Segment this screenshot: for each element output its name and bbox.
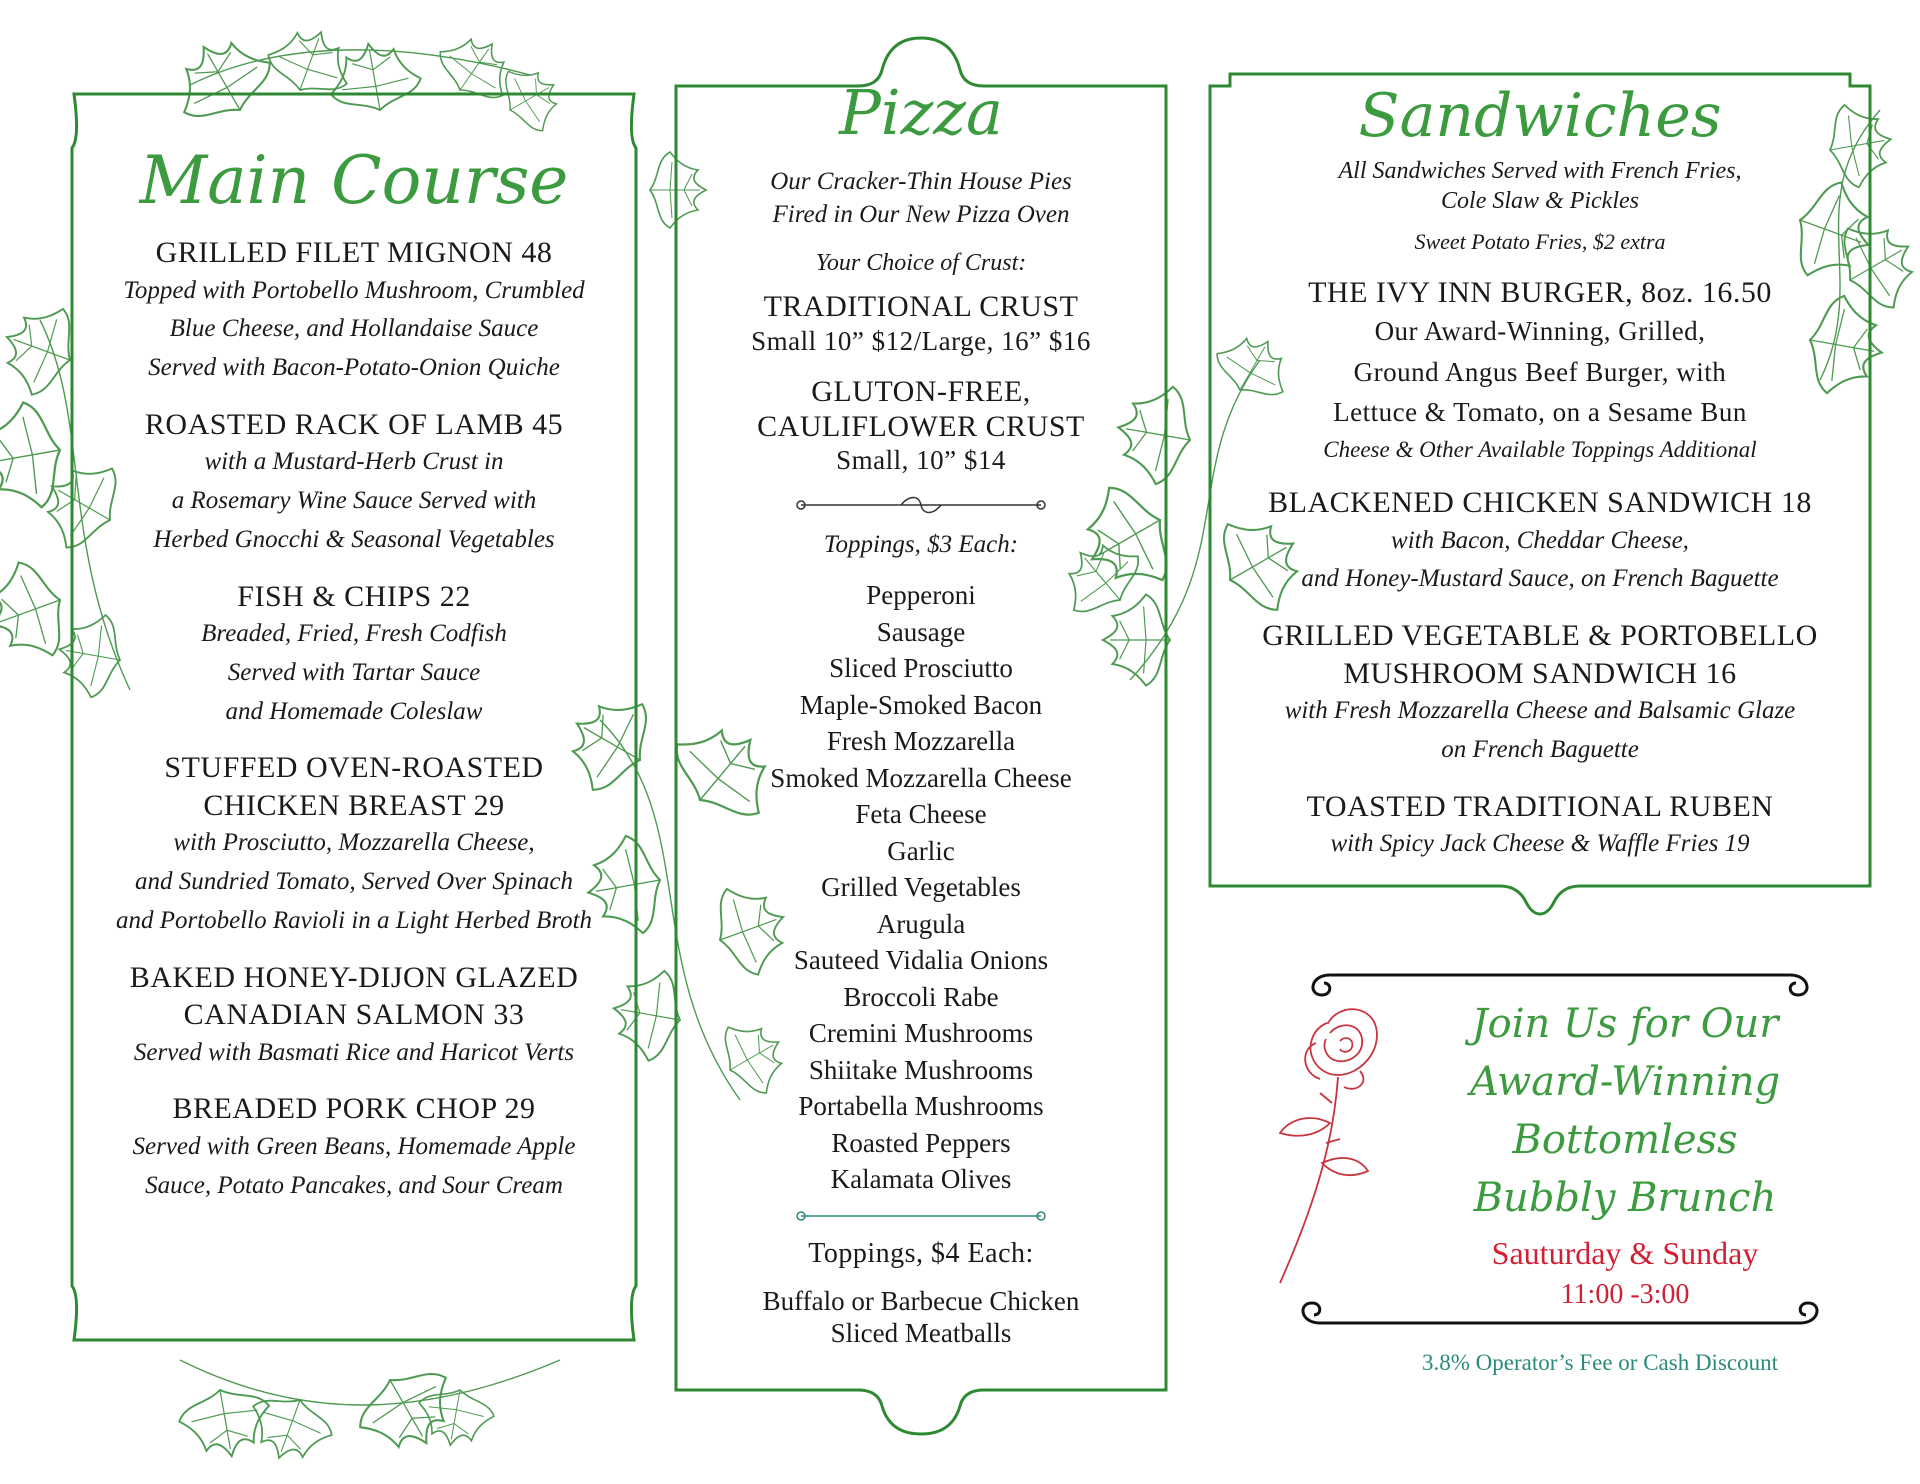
item-desc: and Homemade Coleslaw	[225, 697, 483, 725]
topping-item: Sliced Prosciutto	[829, 653, 1013, 684]
menu-item	[1202, 788, 1878, 864]
topping-item: Fresh Mozzarella	[826, 726, 1016, 757]
item-desc: and Sundried Tomato, Served Over Spinach	[135, 868, 573, 895]
item-desc: with Fresh Mozzarella Cheese and Balsamic Glaze	[1284, 697, 1796, 725]
item-desc: on French Baguette	[1441, 735, 1639, 763]
topping-item: Broccoli Rabe	[843, 981, 999, 1012]
menu-item	[64, 1090, 644, 1205]
main-course-panel	[64, 88, 644, 1346]
topping-item: Arugula	[876, 908, 966, 939]
topping-item: Portabella Mushrooms	[798, 1091, 1044, 1122]
sandwiches-title: Sandwiches	[1358, 81, 1722, 151]
main-course-title: Main Course	[139, 142, 569, 219]
toppings-list	[668, 577, 1174, 1198]
crust-price: Small 10” $12/Large, 16” $16	[751, 325, 1091, 356]
item-desc: Served with Green Beans, Homemade Apple	[132, 1132, 576, 1160]
item-desc: Served with Tartar Sauce	[227, 658, 481, 686]
crust-label: Your Choice of Crust:	[815, 250, 1027, 276]
menu-item	[64, 234, 644, 388]
brunch-hours: 11:00 -3:00	[1560, 1279, 1690, 1310]
item-name: CANADIAN SALMON 33	[183, 998, 525, 1031]
brunch-block	[1260, 955, 1860, 1385]
item-desc: Served with Basmati Rice and Haricot Verts	[133, 1038, 575, 1066]
menu-item	[1202, 274, 1878, 466]
sandwich-intro: Cole Slaw & Pickles	[1441, 188, 1639, 214]
pizza-title: Pizza	[839, 76, 1003, 149]
crust-price: Small, 10” $14	[836, 445, 1006, 476]
item-desc: a Rosemary Wine Sauce Served with	[171, 487, 537, 514]
item-desc: Topped with Portobello Mushroom, Crumbled	[123, 276, 585, 304]
topping-item: Grilled Vegetables	[821, 872, 1021, 903]
item-name: GRILLED VEGETABLE & PORTOBELLO	[1262, 619, 1818, 653]
item-name: STUFFED OVEN-ROASTED	[164, 751, 544, 785]
topping-item: Roasted Peppers	[831, 1127, 1011, 1158]
item-desc: and Portobello Ravioli in a Light Herbed Broth	[115, 906, 593, 934]
item-desc: Sauce, Potato Pancakes, and Sour Cream	[145, 1171, 563, 1199]
sandwich-intro: All Sandwiches Served with French Fries,	[1338, 158, 1742, 184]
topping-item: Maple-Smoked Bacon	[799, 689, 1043, 720]
pizza-intro: Fired in Our New Pizza Oven	[772, 200, 1070, 228]
topping-item: Smoked Mozzarella Cheese	[770, 762, 1072, 793]
topping-item: Garlic	[887, 835, 955, 866]
topping-item: Pepperoni	[866, 580, 976, 611]
brunch-line: Award-Winning	[1469, 1059, 1781, 1105]
item-note: Cheese & Other Available Toppings Additional	[1323, 436, 1757, 462]
item-name: BAKED HONEY-DIJON GLAZED	[129, 960, 579, 994]
item-desc: Served with Bacon-Potato-Onion Quiche	[148, 354, 560, 381]
topping-item: Buffalo or Barbecue Chicken	[762, 1285, 1080, 1316]
crust-name: TRADITIONAL CRUST	[763, 290, 1079, 324]
menu-item	[64, 578, 644, 732]
sandwiches-panel	[1202, 68, 1878, 920]
brunch-line: Bottomless	[1512, 1117, 1738, 1163]
topping-item: Feta Cheese	[855, 799, 987, 830]
menu-item	[64, 749, 644, 940]
item-desc: Herbed Gnocchi & Seasonal Vegetables	[153, 525, 555, 553]
flourish-divider	[791, 490, 1051, 520]
pizza-panel	[668, 30, 1174, 1440]
item-desc: Blue Cheese, and Hollandaise Sauce	[169, 315, 539, 343]
item-desc: Breaded, Fried, Fresh Codfish	[201, 620, 507, 647]
rose-icon	[1260, 993, 1410, 1293]
brunch-days: Sauturday & Sunday	[1491, 1235, 1759, 1271]
item-name: BREADED PORK CHOP 29	[172, 1092, 536, 1126]
topping-item: Kalamata Olives	[830, 1164, 1012, 1195]
topping-item: Shiitake Mushrooms	[808, 1054, 1034, 1085]
topping-item: Cremini Mushrooms	[808, 1018, 1034, 1049]
item-desc: with Bacon, Cheddar Cheese,	[1391, 526, 1689, 554]
crust-name: GLUTON-FREE,	[811, 375, 1031, 409]
item-desc: and Honey-Mustard Sauce, on French Baguette	[1301, 565, 1779, 593]
item-name: ROASTED RACK OF LAMB 45	[144, 407, 564, 441]
item-name: FISH & CHIPS 22	[237, 579, 471, 613]
item-name: CHICKEN BREAST 29	[203, 788, 505, 822]
ivy-leaf-cluster-bottom	[175, 1355, 560, 1472]
topping-item: Sliced Meatballs	[830, 1317, 1012, 1348]
brunch-line: Join Us for Our	[1471, 1001, 1779, 1047]
item-name: TOASTED TRADITIONAL RUBEN	[1306, 789, 1774, 823]
item-desc: Ground Angus Beef Burger, with	[1353, 356, 1727, 387]
menu-item	[64, 406, 644, 560]
menu-item	[1202, 484, 1878, 599]
topping-item: Sausage	[876, 616, 966, 647]
item-desc: Our Award-Winning, Grilled,	[1374, 316, 1706, 347]
sandwich-extra: Sweet Potato Fries, $2 extra	[1414, 229, 1666, 254]
menu-item	[1202, 617, 1878, 770]
pizza-intro: Our Cracker-Thin House Pies	[770, 168, 1072, 195]
item-desc: with Spicy Jack Cheese & Waffle Fries 19	[1330, 830, 1750, 858]
item-desc: with a Mustard-Herb Crust in	[204, 448, 504, 476]
brunch-line: Bubbly Brunch	[1473, 1175, 1777, 1221]
topping-item: Sauteed Vidalia Onions	[793, 945, 1049, 976]
item-name: MUSHROOM SANDWICH 16	[1343, 656, 1737, 690]
item-name: BLACKENED CHICKEN SANDWICH 18	[1268, 486, 1812, 520]
crust-name: CAULIFLOWER CRUST	[757, 409, 1085, 443]
item-name: GRILLED FILET MIGNON 48	[155, 236, 553, 269]
flourish-divider	[791, 1204, 1051, 1228]
toppings-label: Toppings, $3 Each:	[823, 531, 1019, 559]
toppings-label: Toppings, $4 Each:	[808, 1237, 1034, 1269]
item-desc: Lettuce & Tomato, on a Sesame Bun	[1333, 397, 1747, 428]
item-name: THE IVY INN BURGER, 8oz. 16.50	[1308, 275, 1772, 309]
operator-fee: 3.8% Operator’s Fee or Cash Discount	[1421, 1350, 1778, 1375]
item-desc: with Prosciutto, Mozzarella Cheese,	[173, 829, 535, 857]
menu-item	[64, 959, 644, 1073]
